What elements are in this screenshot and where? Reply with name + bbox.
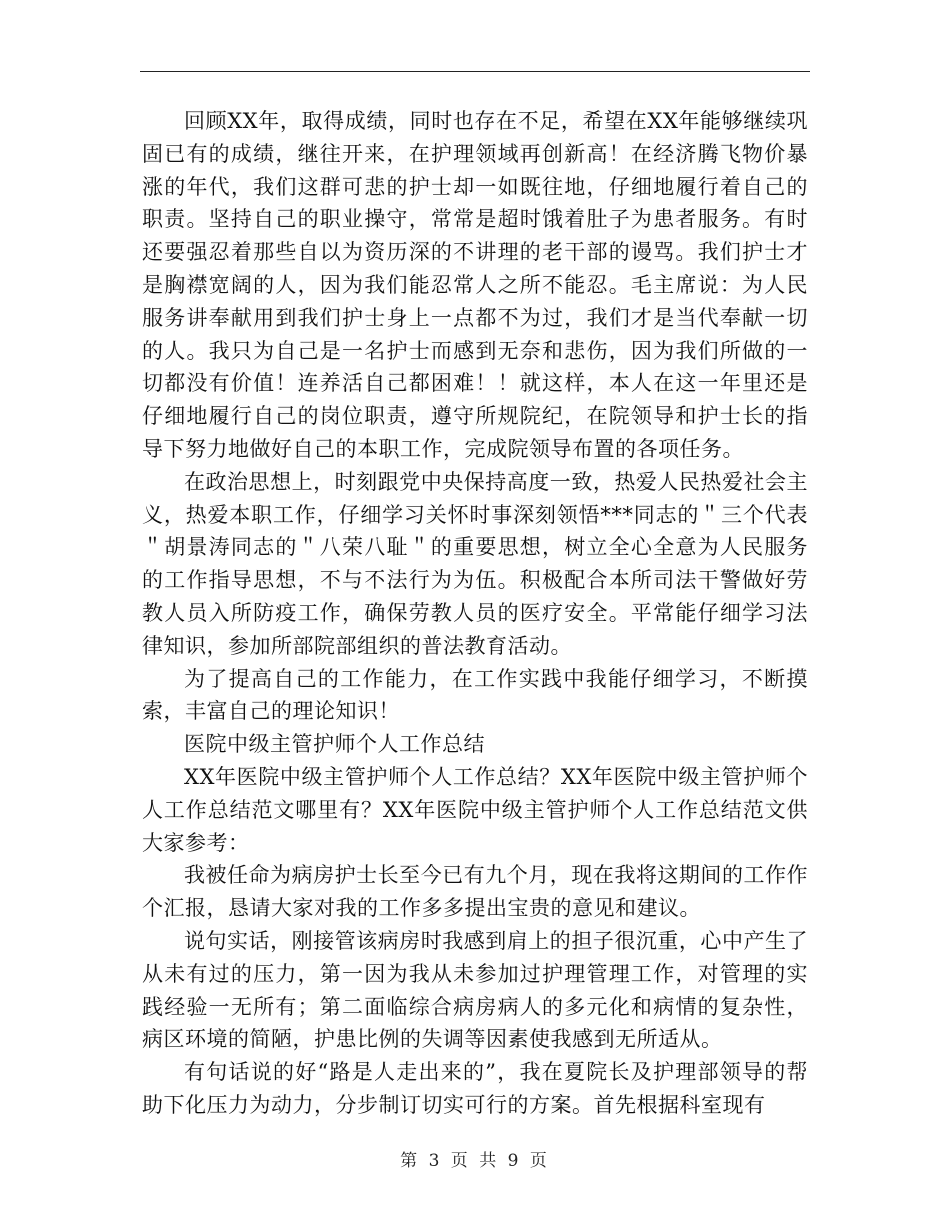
paragraph-appointment: 我被任命为病房护士长至今已有九个月，现在我将这期间的工作作个汇报，恳请大家对我的工作多多提出宝贵的意见和建议。: [142, 863, 808, 921]
paragraph-plan: 有句话说的好“路是人走出来的”，我在夏院长及护理部领导的帮助下化压力为动力，分步制订切实可行的方案。首先根据科室现有: [142, 1060, 808, 1117]
section-heading: 医院中级主管护师个人工作总结: [184, 732, 485, 757]
paragraph-review: 回顾XX年，取得成绩，同时也存在不足，希望在XX年能够继续巩固已有的成绩，继往开来，在护理领域再创新高！在经济腾飞物价暴涨的年代，我们这群可悲的护士却一如既往地，仔细地履行着自己的职责。坚持自己的职业操守，常常是超时饿着肚子为患者服务。有时还要强忍着那些自以为资历深的不讲理的老干部的谩骂。我们护士才是胸襟宽阔的人，因为我们能忍常人之所不能忍。毛主席说：为人民服务讲奉献用到我们护士身上一点都不为过，我们才是当代奉献一切的人。我只为自己是一名护士而感到无奈和悲伤，因为我们所做的一切都没有价值！连养活自己都困难！！就这样，本人在这一年里还是仔细地履行自己的岗位职责，遵守所规院纪，在院领导和护士长的指导下努力地做好自己的本职工作，完成院领导布置的各项任务。: [142, 109, 808, 461]
page-number-footer: 第 3 页 共 9 页: [400, 1151, 550, 1171]
paragraph-ability: 为了提高自己的工作能力，在工作实践中我能仔细学习，不断摸索，丰富自己的理论知识！: [142, 666, 808, 724]
paragraph-intro: XX年医院中级主管护师个人工作总结？XX年医院中级主管护师个人工作总结范文哪里有？XX年医院中级主管护师个人工作总结范文供大家参考：: [142, 764, 808, 855]
paragraph-political: 在政治思想上，时刻跟党中央保持高度一致，热爱人民热爱社会主义，热爱本职工作，仔细学习关怀时事深刻领悟***同志的＂三个代表＂胡景涛同志的＂八荣八耻＂的重要思想，树立全心全意为人民服务的工作指导思想，不与不法行为为伍。积极配合本所司法干警做好劳教人员入所防疫工作，确保劳教人员的医疗安全。平常能仔细学习法律知识，参加所部院部组织的普法教育活动。: [142, 469, 808, 658]
document-body: [142, 105, 808, 1122]
paragraph-pressure: 说句实话，刚接管该病房时我感到肩上的担子很沉重，心中产生了从未有过的压力，第一因为我从未参加过护理管理工作，对管理的实践经验一无所有；第二面临综合病房病人的多元化和病情的复杂性，病区环境的简陋，护患比例的失调等因素使我感到无所适从。: [142, 928, 808, 1052]
header-rule: [140, 71, 810, 72]
